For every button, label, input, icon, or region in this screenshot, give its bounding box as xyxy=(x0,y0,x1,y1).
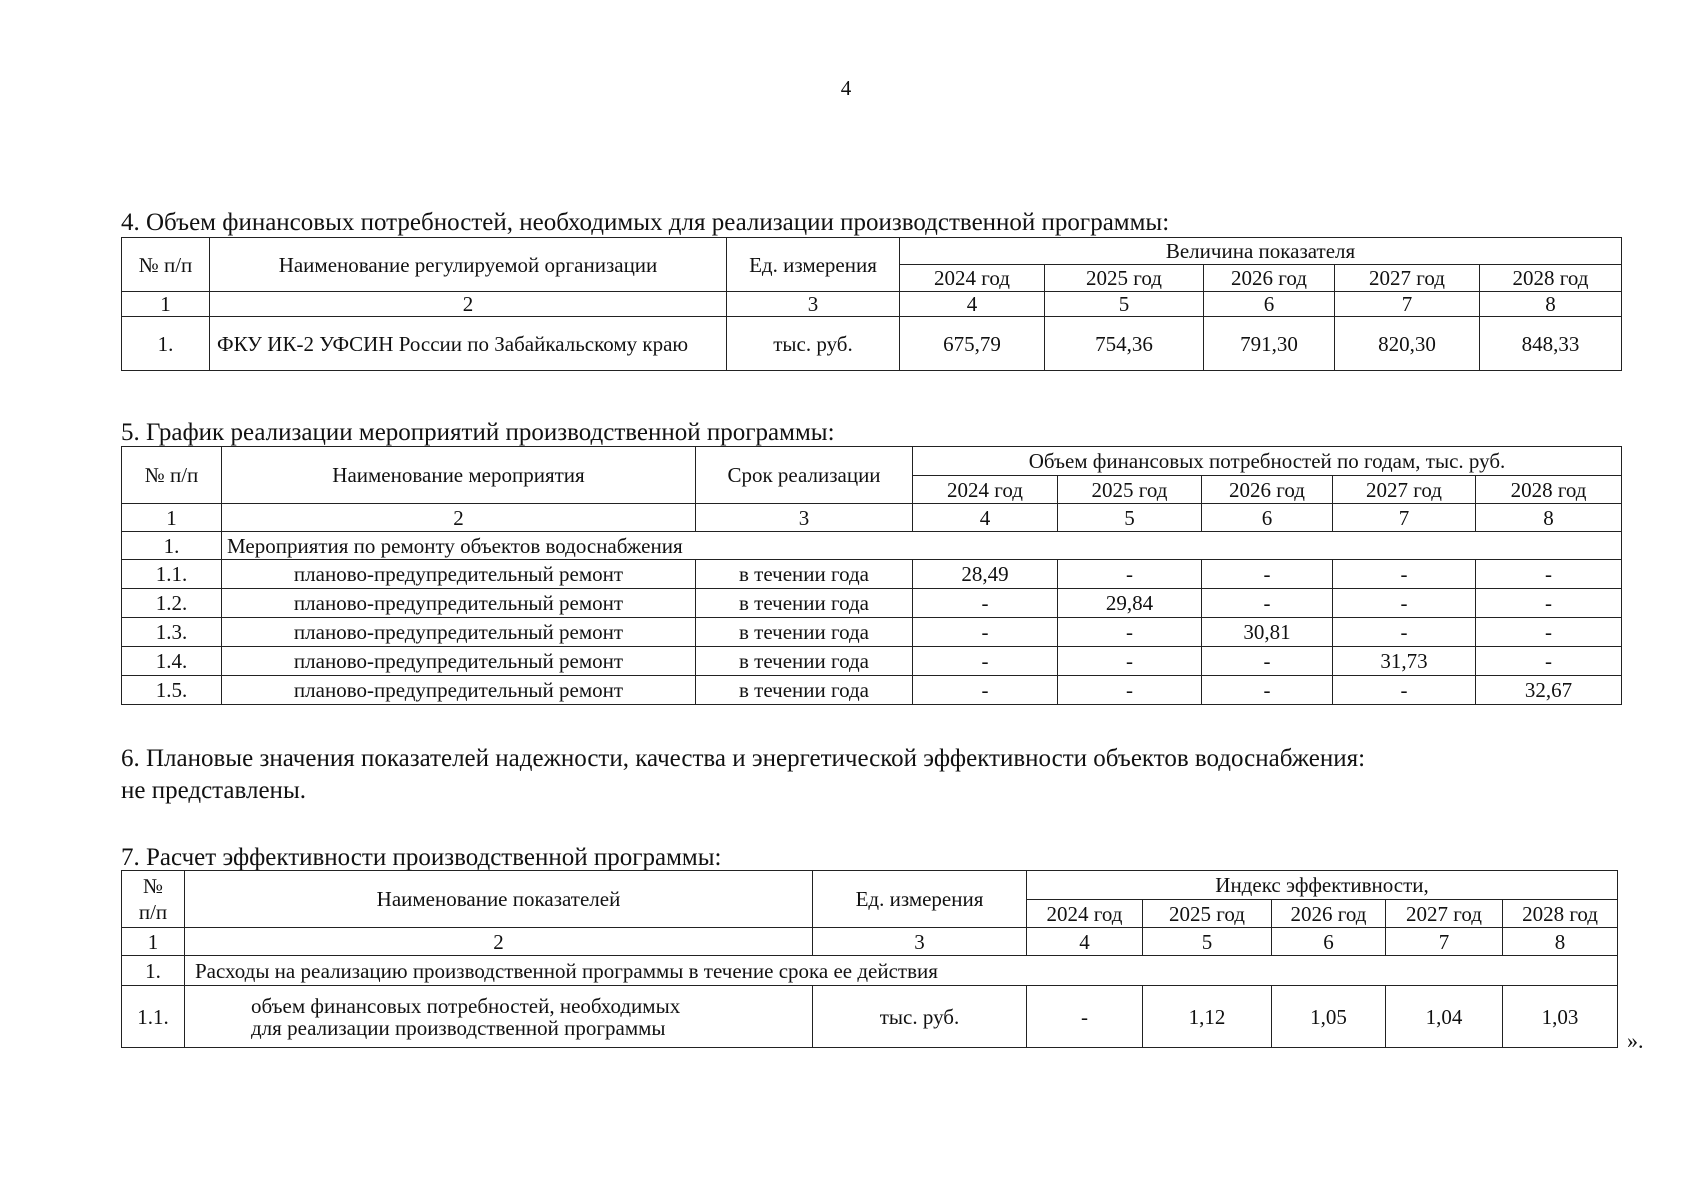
column-number: 3 xyxy=(727,292,900,317)
column-number: 5 xyxy=(1045,292,1204,317)
value-cell: 31,73 xyxy=(1333,647,1476,676)
column-number: 4 xyxy=(913,504,1058,532)
row-number: 1.1. xyxy=(122,986,185,1048)
header-no xyxy=(122,871,185,928)
value-cell: - xyxy=(913,618,1058,647)
column-number: 6 xyxy=(1272,928,1386,956)
column-number: 6 xyxy=(1202,504,1333,532)
value-cell: 1,12 xyxy=(1143,986,1272,1048)
header-volume: Объем финансовых потребностей по годам, тыс. руб. xyxy=(913,447,1622,476)
table-row xyxy=(122,986,1618,1048)
page-number: 4 xyxy=(840,76,852,100)
value-cell: 29,84 xyxy=(1058,589,1202,618)
value-cell: - xyxy=(1476,589,1622,618)
header-year: 2028 год xyxy=(1480,265,1622,292)
value-cell: - xyxy=(1333,618,1476,647)
value-cell: - xyxy=(1202,676,1333,705)
header-unit: Ед. измерения xyxy=(813,871,1027,928)
value-cell: 754,36 xyxy=(1045,317,1204,371)
column-number: 2 xyxy=(185,928,813,956)
activity-name: планово-предупредительный ремонт xyxy=(222,618,696,647)
value-cell: 32,67 xyxy=(1476,676,1622,705)
value-cell: - xyxy=(1202,647,1333,676)
efficiency-table xyxy=(121,870,1618,1048)
indicator-name-line-2: для реализации производственной программы xyxy=(251,1015,666,1040)
value-cell: - xyxy=(1476,618,1622,647)
header-year: 2024 год xyxy=(913,476,1058,504)
row-number: 1.2. xyxy=(122,589,222,618)
table-row xyxy=(122,532,1622,560)
column-number: 4 xyxy=(900,292,1045,317)
header-year: 2027 год xyxy=(1333,476,1476,504)
value-cell: 675,79 xyxy=(900,317,1045,371)
section-6-heading: 6. Плановые значения показателей надежности, качества и энергетической эффективности объектов водоснабжения: xyxy=(121,745,1366,772)
indicator-name-line-1: объем финансовых потребностей, необходимых xyxy=(251,993,681,1018)
table-row xyxy=(122,676,1622,705)
value-cell: - xyxy=(1476,647,1622,676)
value-cell: 30,81 xyxy=(1202,618,1333,647)
value-cell: 1,04 xyxy=(1386,986,1503,1048)
header-no: № п/п xyxy=(122,447,222,504)
column-number: 5 xyxy=(1143,928,1272,956)
unit: тыс. руб. xyxy=(813,986,1027,1048)
value-cell: - xyxy=(1476,560,1622,589)
header-no-top: № xyxy=(142,874,164,898)
row-number: 1. xyxy=(122,956,185,986)
value-cell: - xyxy=(1333,676,1476,705)
row-number: 1. xyxy=(122,532,222,560)
column-number: 1 xyxy=(122,928,185,956)
value-cell: - xyxy=(1058,560,1202,589)
activity-name: планово-предупредительный ремонт xyxy=(222,589,696,618)
header-no: № п/п xyxy=(122,238,210,292)
header-value: Величина показателя xyxy=(900,238,1622,265)
schedule-table xyxy=(121,446,1622,705)
header-year: 2026 год xyxy=(1202,476,1333,504)
row-number: 1.1. xyxy=(122,560,222,589)
value-cell: - xyxy=(1333,589,1476,618)
column-number: 5 xyxy=(1058,504,1202,532)
row-number: 1.4. xyxy=(122,647,222,676)
header-year: 2026 год xyxy=(1272,900,1386,928)
value-cell: 820,30 xyxy=(1335,317,1480,371)
column-number: 6 xyxy=(1204,292,1335,317)
header-year: 2028 год xyxy=(1503,900,1618,928)
row-number: 1. xyxy=(122,317,210,371)
section-5-heading: 5. График реализации мероприятий производственной программы: xyxy=(121,419,835,446)
term: в течении года xyxy=(696,647,913,676)
closing-quote: ». xyxy=(1627,1028,1644,1053)
value-cell: 791,30 xyxy=(1204,317,1335,371)
value-cell: 848,33 xyxy=(1480,317,1622,371)
column-number: 3 xyxy=(696,504,913,532)
column-number: 7 xyxy=(1386,928,1503,956)
column-number: 8 xyxy=(1476,504,1622,532)
header-year: 2026 год xyxy=(1204,265,1335,292)
header-year: 2025 год xyxy=(1045,265,1204,292)
column-number: 1 xyxy=(122,504,222,532)
value-cell: - xyxy=(1202,589,1333,618)
value-cell: 28,49 xyxy=(913,560,1058,589)
header-organization-name: Наименование регулируемой организации xyxy=(210,238,727,292)
header-year: 2024 год xyxy=(900,265,1045,292)
section-6-status: не представлены. xyxy=(121,777,306,804)
term: в течении года xyxy=(696,618,913,647)
column-number: 2 xyxy=(210,292,727,317)
header-efficiency-index: Индекс эффективности, xyxy=(1027,871,1618,900)
value-cell: - xyxy=(1058,647,1202,676)
header-no-bottom: п/п xyxy=(138,900,168,924)
header-year: 2028 год xyxy=(1476,476,1622,504)
term: в течении года xyxy=(696,589,913,618)
row-number: 1.5. xyxy=(122,676,222,705)
column-number: 8 xyxy=(1480,292,1622,317)
header-unit: Ед. измерения xyxy=(727,238,900,292)
value-cell: - xyxy=(1058,676,1202,705)
group-title: Расходы на реализацию производственной программы в течение срока ее действия xyxy=(185,956,1618,986)
section-7-heading: 7. Расчет эффективности производственной программы: xyxy=(121,844,722,871)
indicator-name xyxy=(185,986,813,1048)
value-cell: - xyxy=(1333,560,1476,589)
column-number: 3 xyxy=(813,928,1027,956)
column-number: 7 xyxy=(1333,504,1476,532)
value-cell: - xyxy=(1027,986,1143,1048)
header-year: 2025 год xyxy=(1058,476,1202,504)
term: в течении года xyxy=(696,560,913,589)
activity-name: планово-предупредительный ремонт xyxy=(222,676,696,705)
table-row xyxy=(122,647,1622,676)
header-year: 2027 год xyxy=(1386,900,1503,928)
financial-needs-table xyxy=(121,237,1622,371)
value-cell: 1,03 xyxy=(1503,986,1618,1048)
table-row xyxy=(122,560,1622,589)
column-number: 8 xyxy=(1503,928,1618,956)
header-year: 2025 год xyxy=(1143,900,1272,928)
value-cell: 1,05 xyxy=(1272,986,1386,1048)
row-number: 1.3. xyxy=(122,618,222,647)
value-cell: - xyxy=(913,647,1058,676)
activity-name: планово-предупредительный ремонт xyxy=(222,560,696,589)
header-year: 2027 год xyxy=(1335,265,1480,292)
column-number: 1 xyxy=(122,292,210,317)
header-term: Срок реализации xyxy=(696,447,913,504)
header-indicator-name: Наименование показателей xyxy=(185,871,813,928)
column-number: 2 xyxy=(222,504,696,532)
table-row xyxy=(122,956,1618,986)
section-4-heading: 4. Объем финансовых потребностей, необходимых для реализации производственной программы: xyxy=(121,209,1170,236)
table-row xyxy=(122,317,1622,371)
term: в течении года xyxy=(696,676,913,705)
value-cell: - xyxy=(1202,560,1333,589)
value-cell: - xyxy=(913,589,1058,618)
group-title: Мероприятия по ремонту объектов водоснабжения xyxy=(222,532,1622,560)
column-number: 7 xyxy=(1335,292,1480,317)
organization-name: ФКУ ИК-2 УФСИН России по Забайкальскому краю xyxy=(210,317,727,371)
value-cell: - xyxy=(913,676,1058,705)
unit: тыс. руб. xyxy=(727,317,900,371)
activity-name: планово-предупредительный ремонт xyxy=(222,647,696,676)
table-row xyxy=(122,618,1622,647)
value-cell: - xyxy=(1058,618,1202,647)
header-year: 2024 год xyxy=(1027,900,1143,928)
column-number: 4 xyxy=(1027,928,1143,956)
header-activity-name: Наименование мероприятия xyxy=(222,447,696,504)
table-row xyxy=(122,589,1622,618)
